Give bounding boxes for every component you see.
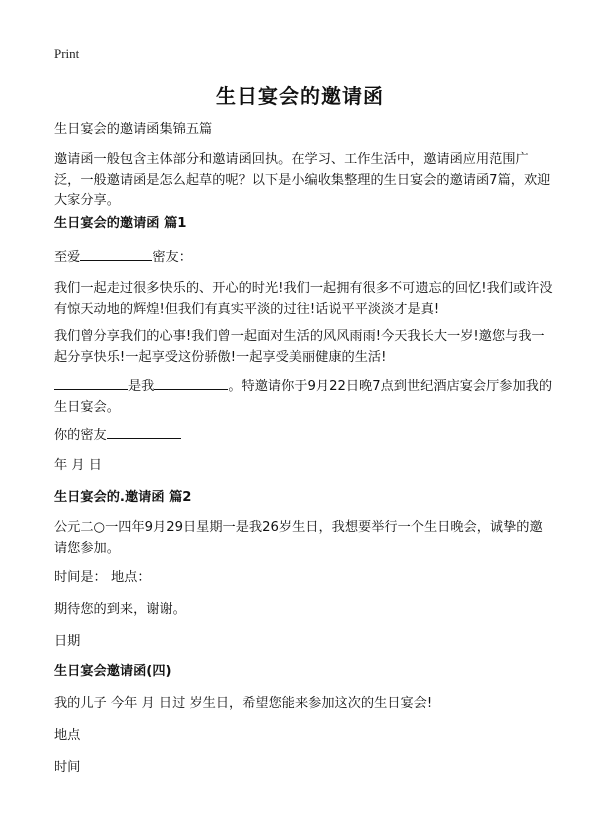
- section-2-heading: 生日宴会的.邀请函 篇2: [54, 490, 192, 505]
- section-4-place: 地点: [54, 728, 81, 743]
- document-title: 生日宴会的邀请函: [216, 84, 384, 108]
- section-2-paragraph-1: 公元二○一四年9月29日星期一是我26岁生日，我想要举行一个生日晚会，诚挚的邀请您参加。: [54, 520, 543, 556]
- section-4-paragraph-1: 我的儿子 今年 月 日过 岁生日，希望您能来参加这次的生日宴会!: [54, 696, 433, 711]
- invitation-mid: 是我: [128, 379, 155, 394]
- print-link[interactable]: Print: [54, 46, 80, 61]
- signature-line: [54, 424, 554, 447]
- section-4-time: 时间: [54, 760, 81, 775]
- signature-blank: [107, 424, 181, 439]
- invitation-rest: 。特邀请你于9月22日晚7点到世纪酒店宴会厅参加我的生日宴会。: [54, 379, 553, 415]
- section-1-date-line: 年 月 日: [54, 458, 102, 473]
- section-4-heading: 生日宴会邀请函(四): [54, 664, 172, 679]
- section-1-paragraph-2: 我们曾分享我们的心事!我们曾一起面对生活的风风雨雨!今天我长大一岁!邀您与我一起分享快乐!一起享受这份骄傲!一起享受美丽健康的生活!: [54, 329, 545, 365]
- greeting-prefix: 至爱: [54, 250, 81, 265]
- invitation-blank-1: [54, 375, 128, 390]
- signature-prefix: 你的密友: [54, 428, 107, 443]
- section-2-closing: 期待您的到来，谢谢。: [54, 602, 186, 617]
- section-1-paragraph-1: 我们一起走过很多快乐的、开心的时光!我们一起拥有很多不可遗忘的回忆!我们或许没有惊天动地的辉煌!但我们有真实平淡的过往!话说平平淡淡才是真!: [54, 281, 553, 317]
- section-1-heading: 生日宴会的邀请函 篇1: [54, 216, 187, 231]
- invitation-blank-2: [154, 375, 228, 390]
- greeting-blank: [80, 246, 152, 261]
- invitation-line: [54, 375, 554, 418]
- greeting-suffix: 密友：: [152, 250, 192, 265]
- intro-paragraph: 邀请函一般包含主体部分和邀请函回执。在学习、工作生活中，邀请函应用范围广泛，一般邀请函是怎么起草的呢？以下是小编收集整理的生日宴会的邀请函7篇，欢迎大家分享。: [54, 152, 551, 208]
- document-subtitle: 生日宴会的邀请函集锦五篇: [54, 122, 213, 137]
- section-2-date-label: 日期: [54, 634, 81, 649]
- greeting-line: [54, 246, 554, 269]
- section-2-time-place: 时间是： 地点：: [54, 570, 151, 585]
